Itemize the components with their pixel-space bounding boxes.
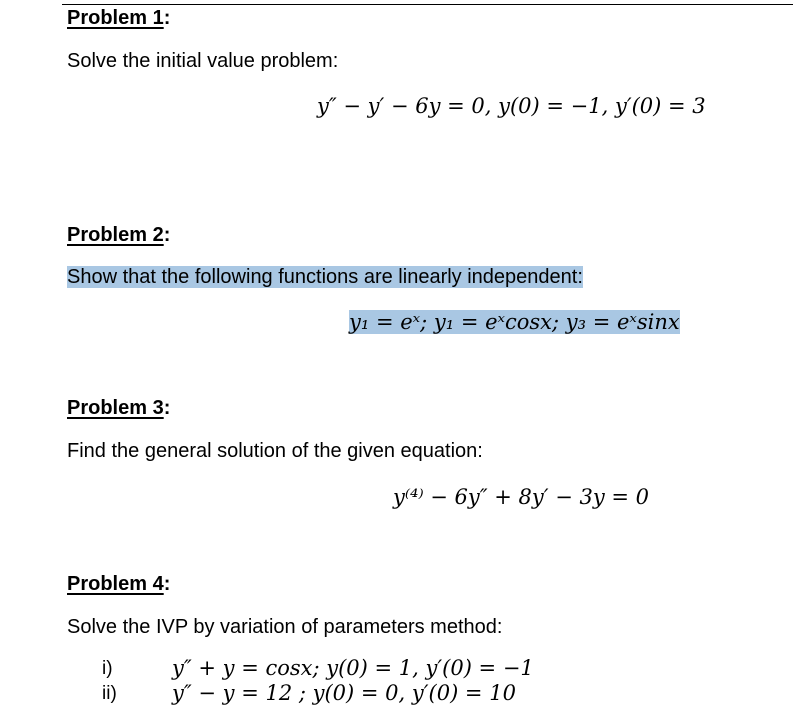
problem-3-heading: Problem 3: <box>67 397 171 419</box>
problem-1-statement: Solve the initial value problem: <box>67 50 339 72</box>
top-rule <box>62 4 793 5</box>
problem-1-heading: Problem 1: <box>67 7 171 29</box>
problem-2-heading: Problem 2: <box>67 224 171 246</box>
problem-3-equation: y⁽⁴⁾ − 6y″ + 8y′ − 3y = 0 <box>393 485 650 509</box>
problem-1-equation: y″ − y′ − 6y = 0, y(0) = −1, y′(0) = 3 <box>317 94 706 118</box>
problem-4-item-label: ii) <box>102 683 117 704</box>
problem-4-heading: Problem 4: <box>67 573 171 595</box>
problem-3-statement: Find the general solution of the given equation: <box>67 440 483 462</box>
problem-4-item-label: i) <box>102 658 113 679</box>
problem-2-equation-selection: y₁ = eˣ; y₁ = eˣcosx; y₃ = eˣsinx <box>349 310 680 334</box>
problem-4-item-equation: y″ + y = cosx; y(0) = 1, y′(0) = −1 <box>172 656 534 680</box>
problem-2-statement-selection: Show that the following functions are linearly independent: <box>67 266 583 288</box>
problem-4-item-equation: y″ − y = 12 ; y(0) = 0, y′(0) = 10 <box>172 681 516 705</box>
problem-4-statement: Solve the IVP by variation of parameters method: <box>67 616 503 638</box>
problem-2-statement[interactable] <box>67 266 583 289</box>
problem-2-equation[interactable] <box>349 310 680 334</box>
